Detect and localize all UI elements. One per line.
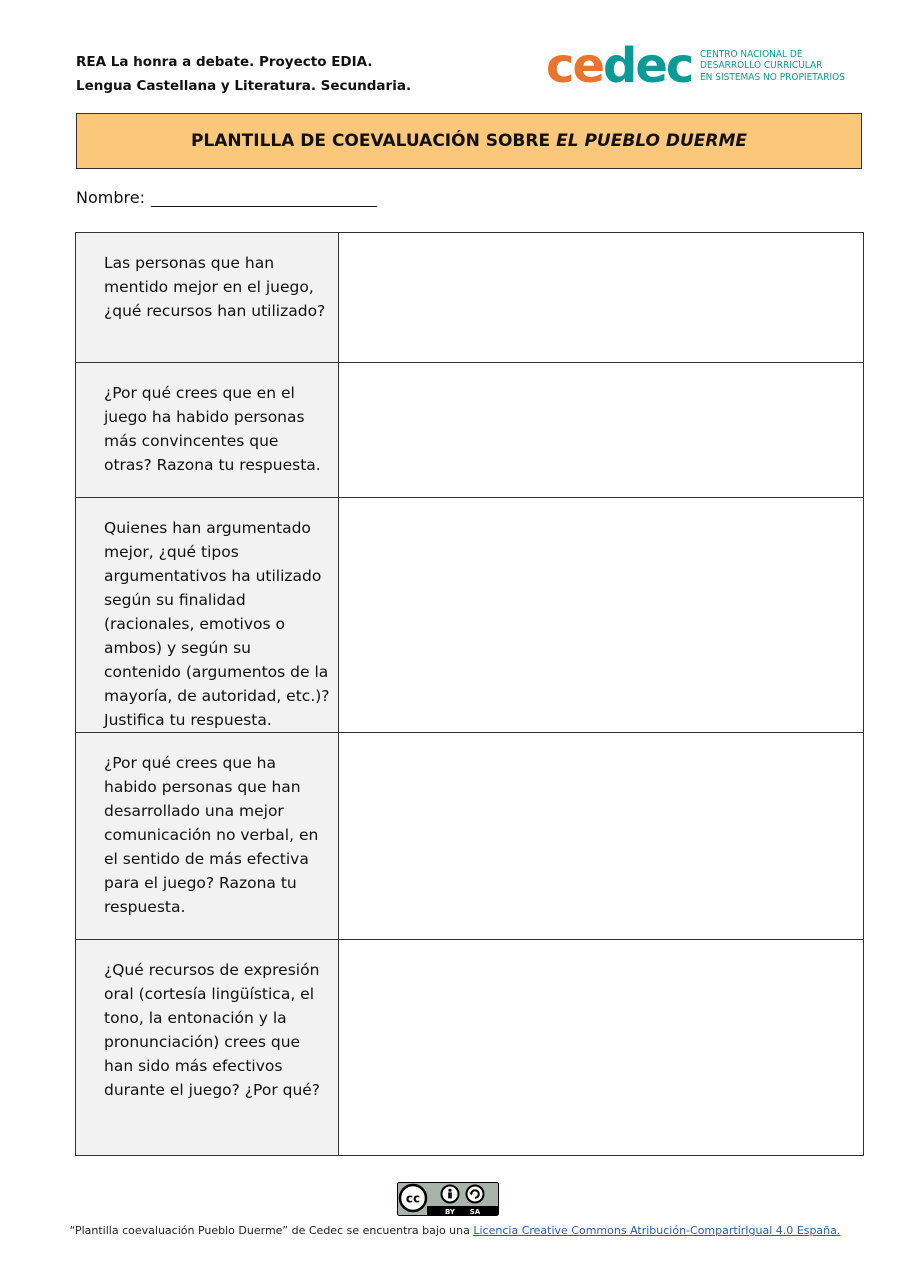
question-cell: [76, 733, 339, 940]
question-text: Las personas que han mentido mejor en el juego, ¿qué recursos han utilizado?: [104, 254, 326, 320]
table-row: [76, 363, 864, 498]
table-row: [76, 498, 864, 733]
cedec-logo: [546, 38, 861, 94]
cc-by-label: BY: [444, 1208, 456, 1216]
answer-cell[interactable]: [339, 733, 864, 940]
name-blank-line[interactable]: [151, 188, 377, 207]
document-header: [76, 50, 411, 98]
question-text: Quienes han argumentado mejor, ¿qué tipos argumentativos ha utilizado según su finalidad (racionales, emotivos o ambos) y según su contenido (argumentos de la mayoría, de autoridad, etc.)? Justifica tu respuesta.: [104, 519, 330, 729]
question-text: ¿Qué recursos de expresión oral (cortesía lingüística, el tono, la entonación y la pronunciación) crees que han sido más efectivos durante el juego? ¿Por qué?: [104, 961, 321, 1099]
header-line-1: REA La honra a debate. Proyecto EDIA.: [76, 54, 373, 70]
cc-sa-label: SA: [469, 1208, 481, 1216]
title-italic: EL PUEBLO DUERME: [556, 131, 748, 151]
cedec-logo-subtitle: CENTRO NACIONAL DE DESARROLLO CURRICULAR EN SISTEMAS NO PROPIETARIOS: [700, 48, 846, 83]
license-text: “Plantilla coevaluación Pueblo Duerme” de Cedec se encuentra bajo una: [69, 1224, 470, 1237]
page-title: [76, 113, 862, 169]
question-cell: [76, 498, 339, 733]
table-row: [76, 733, 864, 940]
license-link[interactable]: Licencia Creative Commons Atribución-CompartirIgual 4.0 España.: [473, 1224, 841, 1237]
question-cell: [76, 940, 339, 1156]
title-prefix: PLANTILLA DE COEVALUACIÓN SOBRE: [190, 131, 551, 151]
header-line-2: Lengua Castellana y Literatura. Secundaria.: [76, 78, 412, 94]
name-field: [76, 188, 377, 207]
cc-by-sa-icon[interactable]: [397, 1182, 499, 1216]
evaluation-table: [75, 232, 864, 1156]
question-cell: [76, 363, 339, 498]
answer-cell[interactable]: [339, 940, 864, 1156]
name-label: Nombre:: [76, 188, 145, 207]
table-row: [76, 940, 864, 1156]
license-footer: [0, 1224, 910, 1237]
answer-cell[interactable]: [339, 498, 864, 733]
table-row: [76, 233, 864, 363]
answer-cell[interactable]: [339, 233, 864, 363]
question-text: ¿Por qué crees que en el juego ha habido personas más convincentes que otras? Razona tu respuesta.: [104, 384, 321, 474]
question-text: ¿Por qué crees que ha habido personas que han desarrollado una mejor comunicación no verbal, en el sentido de más efectiva para el juego? Razona tu respuesta.: [104, 754, 319, 916]
answer-cell[interactable]: [339, 363, 864, 498]
cedec-logo-word: cedec: [546, 38, 693, 94]
question-cell: [76, 233, 339, 363]
svg-text:cc: cc: [405, 1191, 421, 1206]
